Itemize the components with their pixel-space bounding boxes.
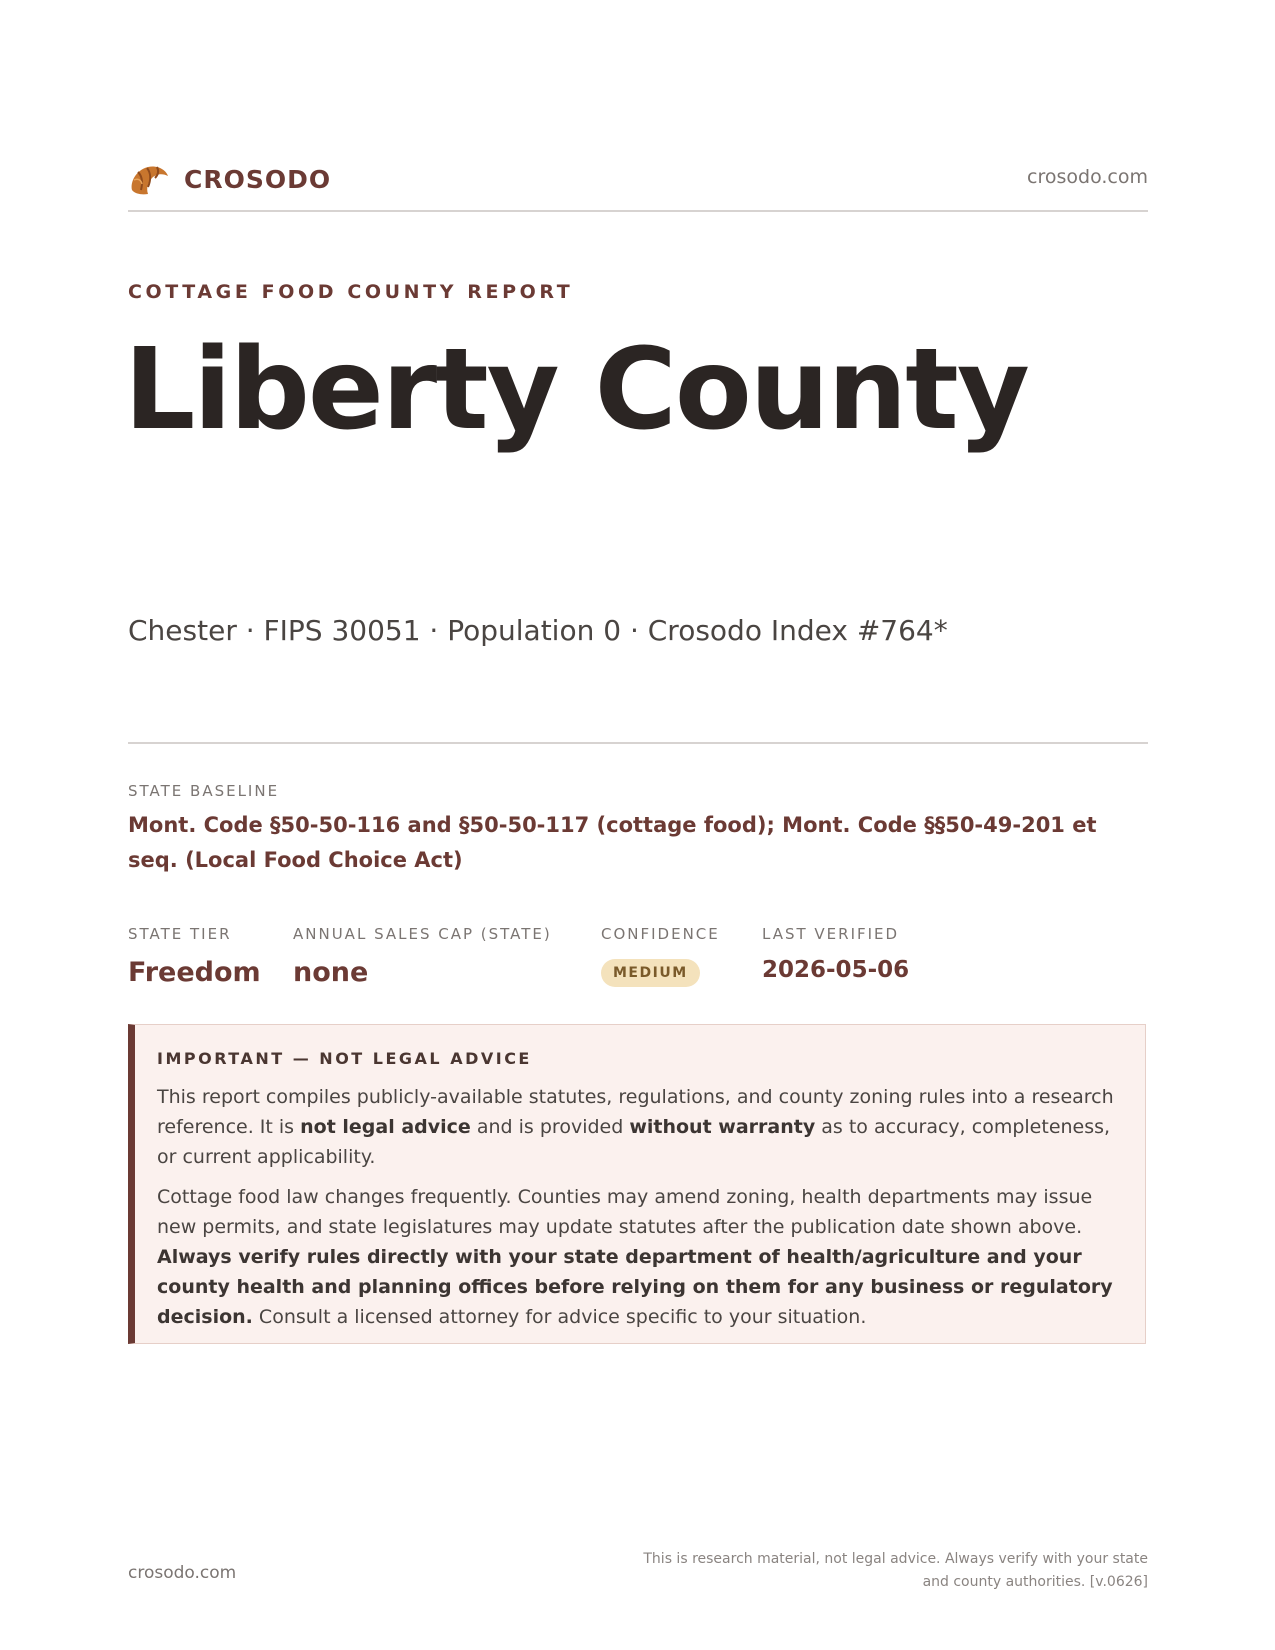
stat-value: Freedom (128, 957, 261, 988)
site-url-link[interactable]: crosodo.com (1027, 166, 1148, 188)
stat-value: none (293, 957, 369, 988)
stat-sales-cap (293, 925, 552, 988)
report-eyebrow: COTTAGE FOOD COUNTY REPORT (128, 281, 574, 303)
notice-paragraph (157, 1082, 1119, 1172)
stat-state-tier (128, 925, 261, 988)
baseline-label: STATE BASELINE (128, 782, 280, 800)
footer-disclaimer (588, 1548, 1148, 1594)
confidence-badge: MEDIUM (601, 959, 700, 987)
baseline-text: Mont. Code §50-50-116 and §50-50-117 (cottage food); Mont. Code §§50-49-201 et seq. (Local Food Choice Act) (128, 813, 1097, 872)
section-divider (128, 742, 1148, 744)
footer-disclaimer-line: This is research material, not legal advice. Always verify with your state (643, 1551, 1148, 1567)
page-header (128, 156, 1148, 212)
report-page (124, 0, 1148, 1650)
notice-title: IMPORTANT — NOT LEGAL ADVICE (157, 1049, 532, 1068)
stat-value: 2026-05-06 (762, 957, 910, 983)
county-subtitle: Chester · FIPS 30051 · Population 0 · Crosodo Index #764* (128, 614, 948, 647)
notice-text: This report compiles publicly-available statutes, regulations, and county zoning rules into a research reference. It is (157, 1086, 1114, 1138)
page-title: Liberty County (124, 325, 1028, 455)
notice-text: Consult a licensed attorney for advice specific to your situation. (252, 1306, 867, 1328)
legal-notice (128, 1024, 1146, 1344)
footer-disclaimer-line: and county authorities. [v.0626] (922, 1574, 1148, 1590)
notice-text: Cottage food law changes frequently. Counties may amend zoning, health departments may issue new permits, and state legislatures may update statutes after the publication date shown above. (157, 1186, 1093, 1238)
notice-text: as to accuracy, completeness, or current applicability. (157, 1116, 1111, 1168)
brand (128, 160, 331, 198)
stat-label: CONFIDENCE (601, 925, 720, 943)
notice-emphasis: without warranty (629, 1116, 816, 1138)
brand-name: CROSODO (184, 164, 332, 194)
stat-last-verified (762, 925, 909, 983)
notice-emphasis: not legal advice (300, 1116, 471, 1138)
stat-label: ANNUAL SALES CAP (STATE) (293, 925, 552, 943)
notice-text: and is provided (470, 1116, 630, 1138)
stat-label: STATE TIER (128, 925, 232, 943)
notice-paragraph (157, 1182, 1119, 1332)
notice-emphasis: Always verify rules directly with your state department of health/agriculture and your county health and planning offices before relying on them for any business or regulatory decision. (157, 1246, 1113, 1328)
stat-label: LAST VERIFIED (762, 925, 900, 943)
footer-site-link[interactable]: crosodo.com (128, 1563, 237, 1583)
stat-confidence (601, 925, 720, 987)
croissant-icon (128, 160, 170, 198)
